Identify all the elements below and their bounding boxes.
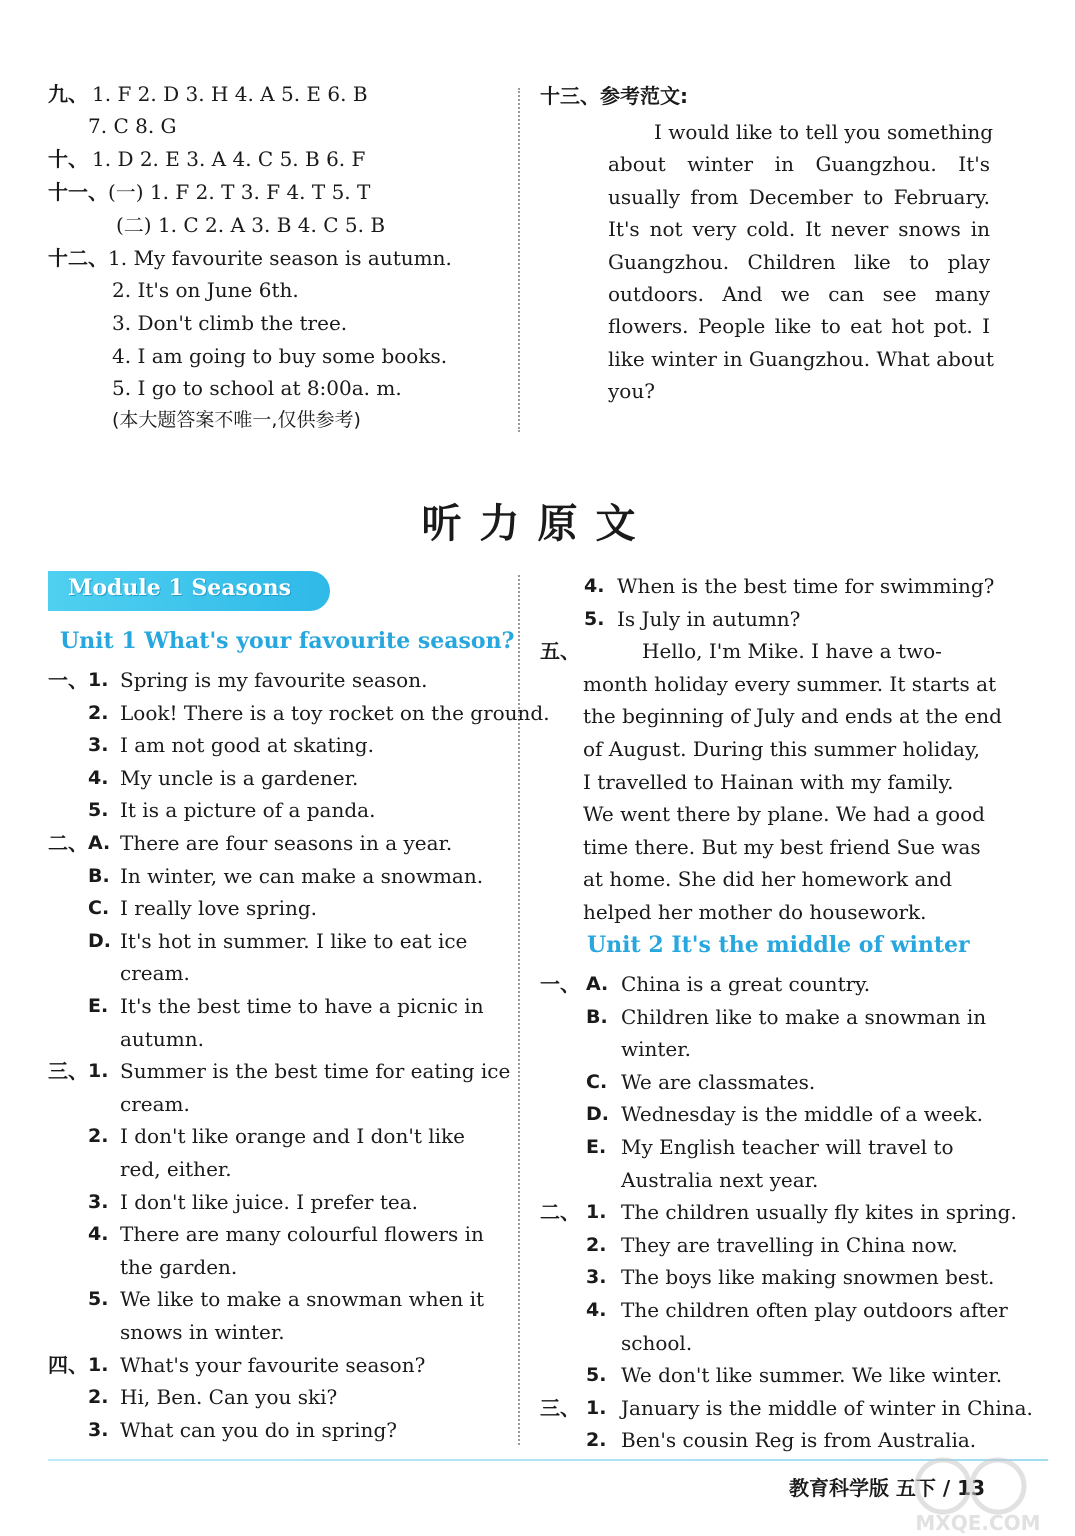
item-number: 4.	[88, 766, 109, 789]
item-text: Children like to make a snowman in	[621, 1004, 987, 1029]
answer-prefix: 十二、	[48, 246, 108, 270]
item-text: winter.	[621, 1037, 691, 1062]
item-text: Australia next year.	[621, 1167, 819, 1192]
item-number: 2.	[88, 701, 109, 724]
item-text: The boys like making snowmen best.	[621, 1265, 995, 1290]
item-text: They are travelling in China now.	[621, 1232, 958, 1257]
item-text: at home. She did her homework and	[583, 867, 953, 892]
answer-line: 7. C 8. G	[88, 114, 177, 138]
item-number: 3.	[586, 1266, 607, 1289]
item-text: Ben's cousin Reg is from Australia.	[621, 1428, 977, 1453]
essay-line: It's not very cold. It never snows in	[608, 217, 990, 241]
item-number: 4.	[586, 1299, 607, 1321]
essay-label: 十三、参考范文:	[540, 84, 688, 108]
question-prefix: 二、	[48, 831, 88, 855]
item-text: The children usually fly kites in spring.	[621, 1200, 1017, 1225]
item-text: In winter, we can make a snowman.	[120, 863, 484, 888]
item-text: Wednesday is the middle of a week.	[621, 1102, 983, 1127]
item-text: I travelled to Hainan with my family.	[583, 769, 954, 794]
answer-line: 1. F 2. D 3. H 4. A 5. E 6. B	[92, 82, 368, 106]
question-prefix: 三、	[48, 1059, 88, 1084]
item-text: It's the best time to have a picnic in	[120, 994, 484, 1018]
item-number: 3.	[88, 1418, 109, 1441]
item-text: snows in winter.	[120, 1320, 285, 1344]
answer-note: (本大题答案不唯一,仅供参考)	[112, 409, 361, 431]
item-number: 5.	[586, 1364, 607, 1387]
item-text: cream.	[120, 1091, 190, 1116]
module-banner-text: Module 1 Seasons	[68, 575, 291, 601]
item-text: There are many colourful flowers in	[120, 1222, 484, 1247]
item-text: cream.	[120, 961, 190, 986]
item-number: 5.	[88, 1288, 109, 1311]
item-text: When is the best time for swimming?	[617, 574, 995, 598]
item-text: We are classmates.	[621, 1069, 816, 1094]
answer-line: (二) 1. C 2. A 3. B 4. C 5. B	[116, 213, 386, 237]
essay-line: you?	[608, 379, 655, 403]
item-number: C.	[88, 897, 110, 920]
essay-line: about winter in Guangzhou. It's	[608, 152, 990, 176]
item-number: D.	[88, 929, 111, 952]
item-number: A.	[586, 973, 609, 995]
answer-line: 4. I am going to buy some books.	[112, 344, 448, 368]
unit2-heading: Unit 2 It's the middle of winter	[587, 932, 970, 958]
item-number: E.	[586, 1136, 607, 1158]
item-text: the garden.	[120, 1254, 238, 1279]
answer-line: (一) 1. F 2. T 3. F 4. T 5. T	[108, 180, 371, 204]
answer-prefix: 九、	[48, 82, 88, 106]
essay-line: flowers. People like to eat hot pot. I	[608, 314, 990, 338]
item-text: It's hot in summer. I like to eat ice	[120, 928, 468, 953]
item-number: 2.	[586, 1233, 607, 1256]
item-text: autumn.	[120, 1026, 204, 1051]
essay-line: outdoors. And we can see many	[608, 282, 990, 306]
item-text: I don't like orange and I don't like	[120, 1124, 465, 1149]
item-number: 1.	[586, 1201, 607, 1224]
question-prefix: 二、	[540, 1200, 580, 1225]
item-text: The children often play outdoors after	[621, 1298, 1008, 1322]
answer-line: 3. Don't climb the tree.	[112, 311, 348, 335]
question-prefix: 一、	[48, 668, 88, 692]
essay-line: I would like to tell you something	[654, 120, 994, 144]
question-prefix: 三、	[540, 1395, 580, 1420]
item-number: 1.	[88, 1060, 109, 1083]
answer-prefix: 十、	[48, 147, 88, 171]
item-text: of August. During this summer holiday,	[583, 737, 980, 761]
section-title: 听力原文	[421, 501, 654, 547]
answer-line: 1. My favourite season is autumn.	[108, 246, 452, 270]
essay-line: Guangzhou. Children like to play	[608, 250, 990, 274]
item-text: We like to make a snowman when it	[120, 1287, 485, 1312]
answer-line: 1. D 2. E 3. A 4. C 5. B 6. F	[92, 147, 366, 171]
item-number: 1.	[586, 1396, 607, 1419]
item-number: 4.	[88, 1223, 109, 1246]
item-text: What's your favourite season?	[120, 1352, 426, 1377]
item-text: We went there by plane. We had a good	[583, 802, 985, 827]
answer-line: 2. It's on June 6th.	[112, 278, 299, 302]
item-text: We don't like summer. We like winter.	[621, 1363, 1003, 1388]
question-prefix: 一、	[540, 972, 580, 996]
item-number: 3.	[88, 1190, 109, 1213]
item-text: What can you do in spring?	[120, 1417, 397, 1442]
item-text: Hi, Ben. Can you ski?	[120, 1385, 338, 1410]
svg-text:MXQE.COM: MXQE.COM	[915, 1511, 1041, 1535]
item-number: 2.	[586, 1429, 607, 1452]
item-number: D.	[586, 1103, 609, 1126]
answer-prefix: 十一、	[48, 180, 108, 204]
essay-line: like winter in Guangzhou. What about	[608, 347, 994, 371]
item-text: Summer is the best time for eating ice	[120, 1059, 511, 1084]
page-footer: 教育科学版 五下 / 13	[788, 1476, 985, 1500]
item-text: Look! There is a toy rocket on the ground.	[120, 700, 550, 725]
item-text: There are four seasons in a year.	[120, 831, 453, 855]
item-number: A.	[88, 832, 111, 854]
item-number: C.	[586, 1070, 608, 1093]
item-text: helped her mother do housework.	[583, 900, 927, 924]
footer-rule	[48, 1459, 1048, 1461]
item-number: 5.	[584, 607, 605, 630]
item-text: Is July in autumn?	[617, 606, 801, 631]
column-divider-top	[518, 88, 520, 432]
item-number: B.	[88, 864, 110, 887]
item-number: B.	[586, 1005, 608, 1028]
item-text: Spring is my favourite season.	[120, 668, 428, 692]
item-text: Hello, I'm Mike. I have a two-	[642, 639, 942, 664]
watermark-logo	[903, 1446, 1053, 1536]
essay-line: usually from December to February.	[608, 185, 990, 209]
item-text: I am not good at skating.	[120, 733, 374, 758]
unit1-heading: Unit 1 What's your favourite season?	[60, 628, 515, 654]
item-text: My uncle is a gardener.	[120, 765, 359, 790]
item-number: 2.	[88, 1125, 109, 1148]
item-text: the beginning of July and ends at the end	[583, 704, 1002, 729]
item-number: 1.	[88, 1353, 109, 1376]
module-banner	[48, 571, 330, 611]
item-number: 5.	[88, 799, 109, 822]
item-text: month holiday every summer. It starts at	[583, 671, 997, 696]
item-text: I don't like juice. I prefer tea.	[120, 1189, 418, 1214]
item-text: red, either.	[120, 1157, 232, 1181]
item-number: 4.	[584, 575, 605, 597]
item-number: 3.	[88, 734, 109, 757]
item-text: It is a picture of a panda.	[120, 798, 376, 823]
item-text: My English teacher will travel to	[621, 1135, 954, 1159]
item-text: I really love spring.	[120, 896, 318, 921]
question-prefix: 五、	[540, 639, 580, 664]
item-text: China is a great country.	[621, 972, 871, 996]
answer-line: 5. I go to school at 8:00a. m.	[112, 376, 402, 400]
item-number: E.	[88, 995, 109, 1017]
item-number: 2.	[88, 1386, 109, 1409]
item-number: 1.	[88, 669, 109, 691]
item-text: time there. But my best friend Sue was	[583, 834, 981, 859]
item-text: school.	[621, 1330, 693, 1355]
item-text: January is the middle of winter in China.	[621, 1395, 1033, 1420]
question-prefix: 四、	[48, 1352, 88, 1377]
